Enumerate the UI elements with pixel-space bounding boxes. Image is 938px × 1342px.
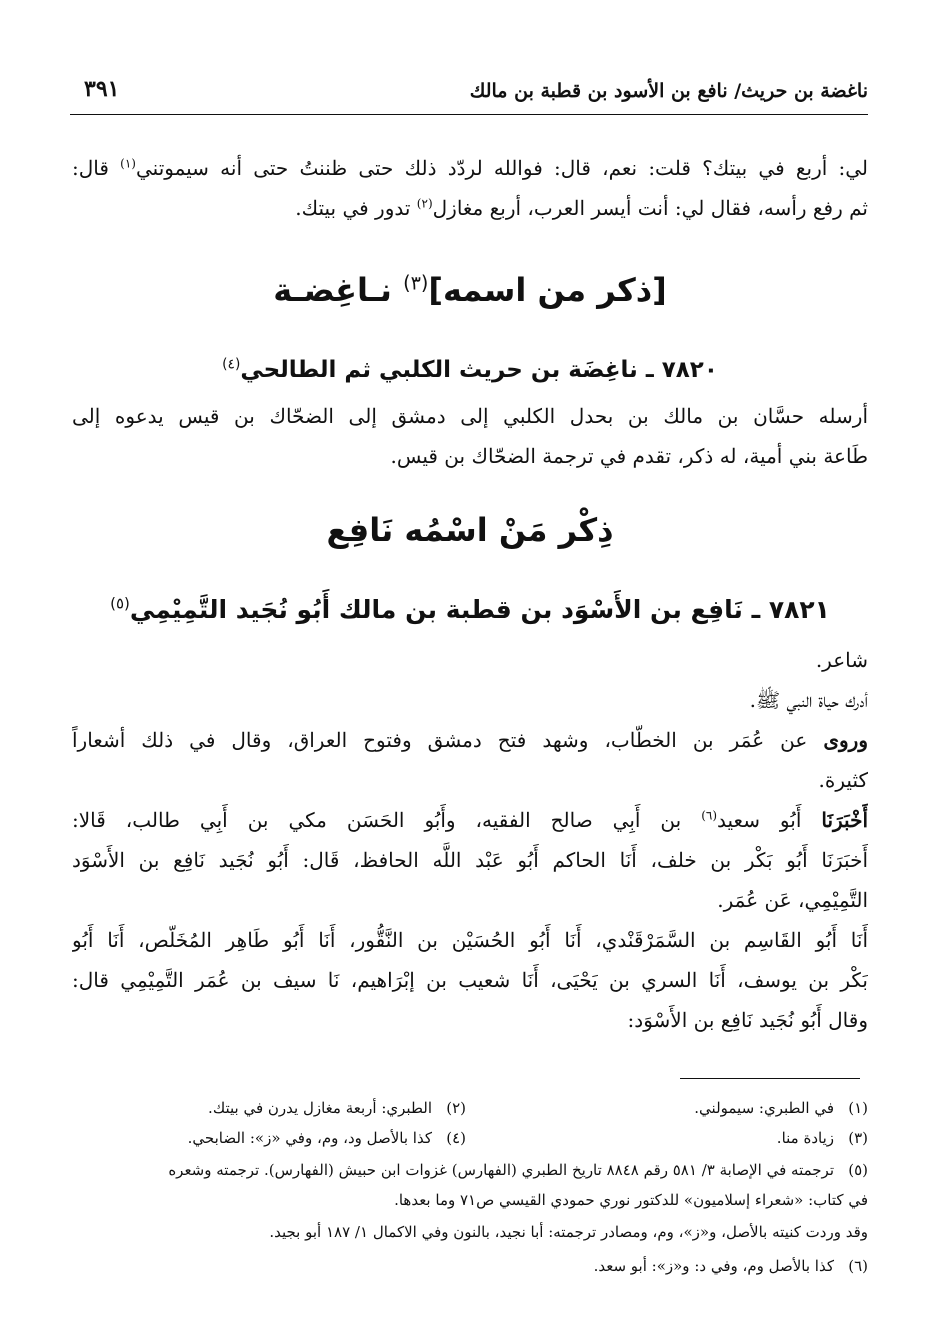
entry-7820-title: ٧٨٢٠ ـ ناغِضَة بن حريث الكلبي ثم الطالحي$^{(٤)}$ [222, 356, 718, 383]
footnote-ref-1: (١) [120, 156, 136, 171]
entry-7821-line-9: بَكْر بن يوسف، أَنَا السري بن يَحْيَى، أَنَا شعيب بن إبْرَاهيم، نَا سيف بن عُمَر التَّمِيْمِي قال: [72, 968, 868, 992]
intro-paragraph [72, 148, 868, 228]
entry-7821-title: ٧٨٢١ ـ نَافِع بن الأَسْوَد بن قطبة بن مالك أَبُو نُجَيد التَّمِيْمِي$^{(٥)}$ [110, 594, 830, 624]
intro-line-2: ثم رفع رأسه، فقال لي: أنت أيسر العرب، أربع مغازل$^{(٢)}$ تدور في بيتك. [295, 196, 868, 220]
entry-7821-line-7: التَّمِيْمِي، عَن عُمَر. [717, 888, 868, 912]
footnote-ref-6: (٦) [701, 808, 718, 823]
section-heading-naghida: [ذكر من اسمه]$^{(٣)}$ نـاغِضـة [273, 271, 667, 309]
entry-7821-line-5: أَخْبَرَنَا أَبُو سعيد$^{(٦)}$ بن أَبِي صالح الفقيه، وأَبُو الحَسَن مكي بن أَبِي طالب، قَالا: [72, 808, 868, 832]
footnote-ref-4: (٤) [222, 356, 241, 373]
footnote-5-line-3: وقد وردت كنيته بالأصل، و«ز»، وم، ومصادر ترجمته: أبا نجيد، بالنون وفي الاكمال ١/ ١٨٧ أبو بجيد. [269, 1223, 868, 1241]
footnote-5-line-1: (٥)ترجمته في الإصابة ٣/ ٥٨١ رقم ٨٨٤٨ تاريخ الطبري (الفهارس) غزوات ابن حبيش (الفهارس). ترجمته وشعره [168, 1161, 868, 1179]
footnote-row-3-4 [72, 1124, 868, 1152]
running-header [70, 74, 868, 115]
footnote-ref-5: (٥) [110, 594, 130, 613]
entry-7821-line-10: وقال أَبُو نُجَيد نَافِع بن الأَسْوَد: [627, 1008, 868, 1032]
header-title: ناغضة بن حريث/ نافع بن الأسود بن قطبة بن مالك [469, 80, 868, 102]
entry-7821-line-8: أَنَا أَبُو القَاسِم بن السَّمَرْقَنْدي، أَنَا أَبُو الحُسَيْن بن النَّقُّور، أَنَا أَبُو طَاهِر المُخَلّص، أَنَا أَبُو [72, 928, 868, 952]
entry-7821-line-3: وروى عن عُمَر بن الخطّاب، وشهد فتح دمشق وفتوح العراق، وقال في ذلك أشعاراً [72, 728, 868, 752]
footnote-4: (٤)كذا بالأصل ود، وم، وفي «ز»: الضابحي. [187, 1129, 466, 1147]
entry-7821-line-4: كثيرة. [818, 768, 868, 792]
entry-7821-body [72, 640, 868, 1040]
intro-line-1: لي: أربع في بيتك؟ قلت: نعم، قال: فوالله لردّد ذلك حتى ظننتُ حتى أنه سيموتني$^{(١)}$ قال: [72, 156, 868, 180]
footnote-ref-3: (٣) [403, 271, 429, 295]
footnote-ref-2: (٢) [416, 196, 433, 211]
footnote-2: (٢)الطبري: أربعة مغازل يدرن في بيتك. [208, 1099, 466, 1117]
page-number: ٣٩١ [84, 76, 120, 102]
entry-7821-line-1: شاعر. [815, 648, 868, 672]
footnote-6: (٦)كذا بالأصل وم، وفي د: و«ز»: أبو سعد. [593, 1257, 868, 1275]
footnote-row-1-2 [72, 1094, 868, 1122]
footnote-1: (١)في الطبري: سيمولني. [694, 1099, 868, 1117]
footnote-divider [680, 1078, 860, 1079]
footnote-3: (٣)زيادة منا. [776, 1129, 868, 1147]
entry-7821-line-6: أَخبَرَنَا أَبُو بَكْر بن خلف، أَنَا الحاكم أَبُو عَبْد اللَّه الحافظ، قَال: أَبُو نُجَيد نَافِع بن الأَسْوَد [72, 848, 868, 872]
entry-7820-line-1: أرسله حسَّان بن مالك بن بحدل الكلبي إلى دمشق إلى الضحّاك بن قيس يدعوه إلى [72, 404, 868, 428]
section-heading-nafi: ذِكْر مَنْ اسْمُه نَافِع [326, 511, 614, 549]
entry-7820-body [72, 396, 868, 476]
entry-7821-line-2: أدرك حياة النبي ﷺ. [749, 688, 868, 712]
footnote-5-line-2: في كتاب: «شعراء إسلاميون» للدكتور نوري حمودي القيسي ص٧١ وما بعدها. [394, 1191, 868, 1209]
entry-7820-line-2: طَاعة بني أمية، له ذكر، تقدم في ترجمة الضحّاك بن قيس. [390, 444, 868, 468]
